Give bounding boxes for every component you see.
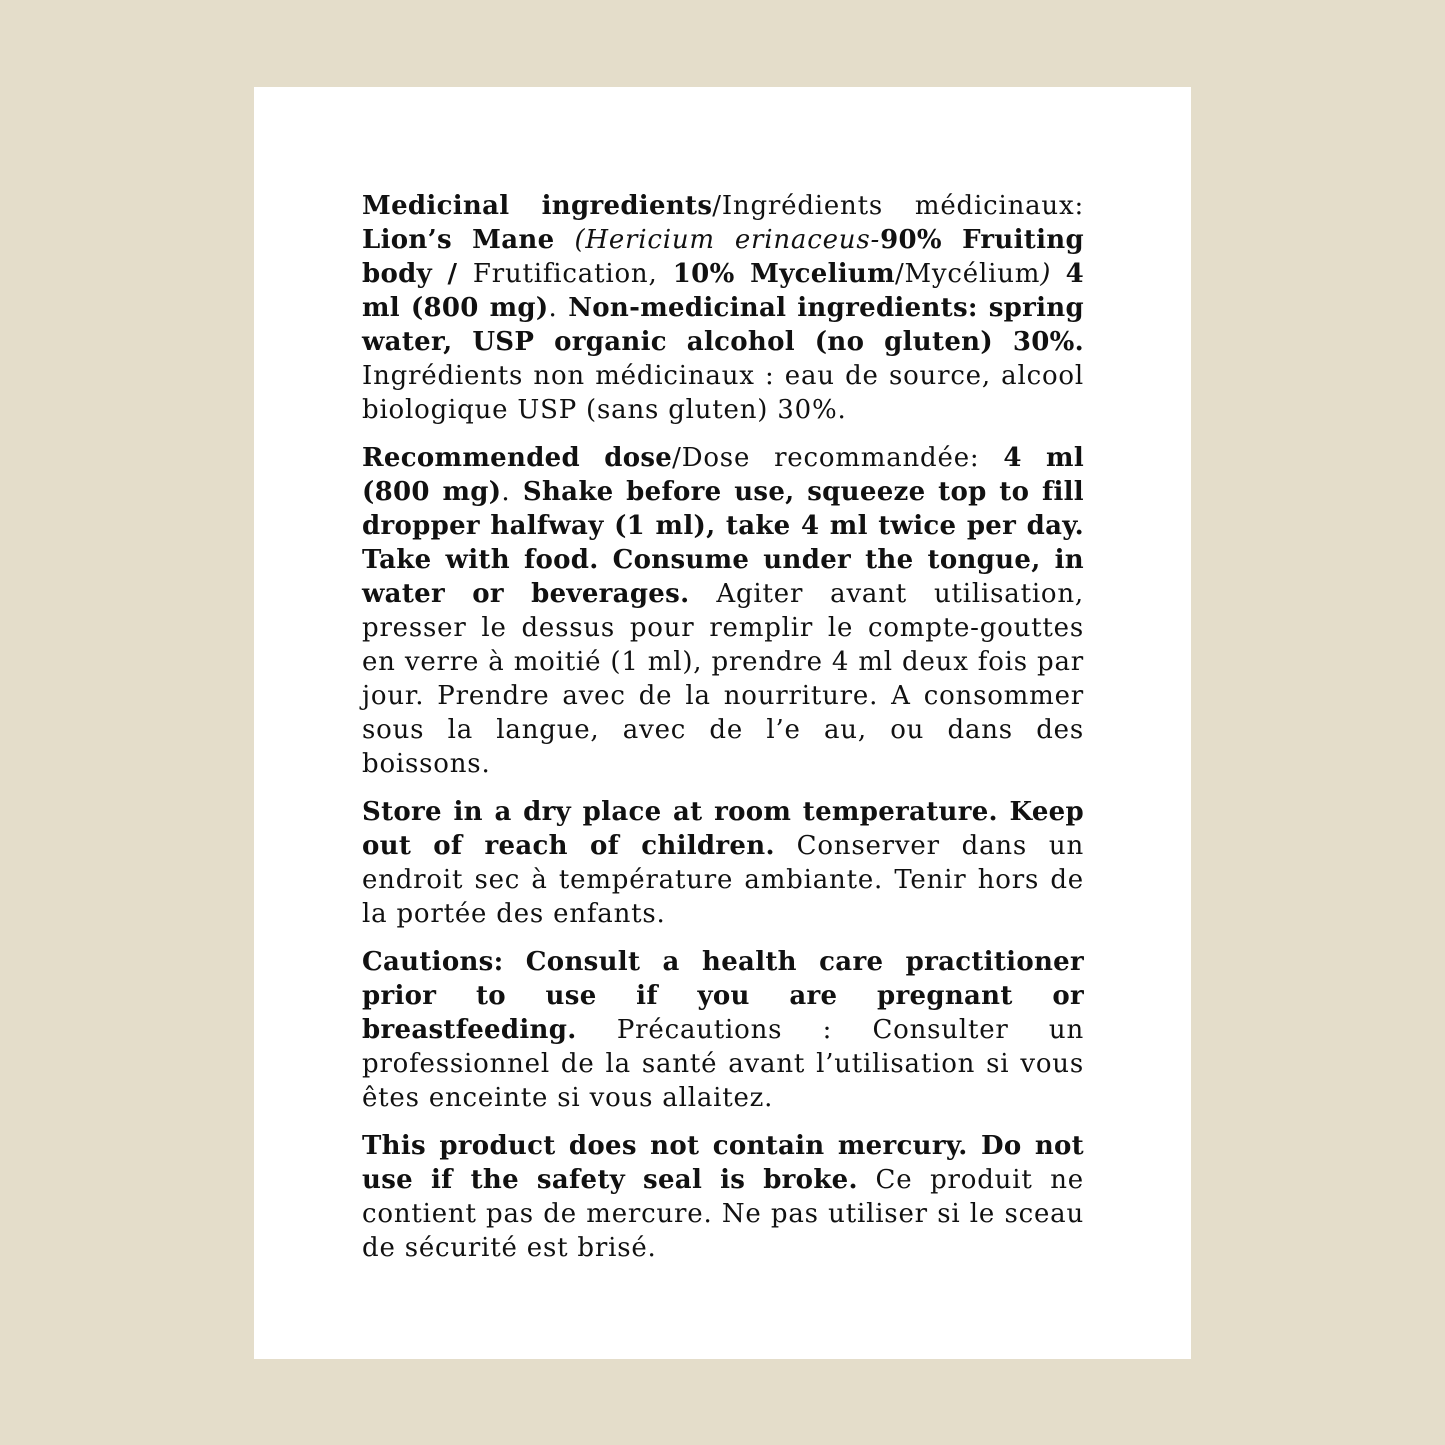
- product-name: Lion’s Mane: [362, 225, 555, 255]
- mycelium: 10% Mycelium: [672, 259, 895, 289]
- dose-instructions-fr: Agiter avant utilisation, presser le dessus pour remplir le compte-gouttes en verre à moitié (1 ml), prendre 4 ml deux fois par jour. Prendre avec de la nourriture. A consommer sous la langue, avec de l’e au, ou dans des boissons.: [362, 579, 1084, 779]
- ingredient-amount-sep: .: [548, 293, 569, 323]
- ingredients-heading-fr: /Ingrédients médicinaux:: [712, 191, 1085, 221]
- latin-close: ): [1040, 259, 1052, 289]
- non-medicinal-en: Non-medicinal ingredients: spring water, USP organic alcohol (no gluten) 30%.: [362, 293, 1084, 357]
- storage-paragraph: [362, 795, 1084, 931]
- dose-amount: 4 ml (800 mg): [362, 443, 1085, 507]
- label-card: [254, 87, 1191, 1359]
- storage-fr: Conserver dans un endroit sec à température ambiante. Tenir hors de la portée des enfants.: [362, 831, 1085, 929]
- fruiting-body-fr: Frutification,: [472, 259, 673, 289]
- cautions-fr: Précautions : Consulter un professionnel de la santé avant l’utilisation si vous êtes enceinte si vous allaitez.: [362, 1015, 1084, 1113]
- ingredient-amount: 4 ml (800 mg): [362, 259, 1085, 323]
- storage-en: Store in a dry place at room temperature. Keep out of reach of children.: [362, 797, 1084, 861]
- safety-en: This product does not contain mercury. Do not use if the safety seal is broke.: [362, 1131, 1084, 1195]
- latin-name: (Hericium erinaceus-: [554, 225, 881, 255]
- fruiting-body: 90% Fruiting body /: [362, 225, 1084, 289]
- dose-heading: Recommended dose: [362, 443, 673, 473]
- ingredients-paragraph: [362, 189, 1084, 427]
- dose-amount-sep: .: [501, 477, 523, 507]
- cautions-paragraph: [362, 945, 1084, 1115]
- non-medicinal-fr: Ingrédients non médicinaux : eau de source, alcool biologique USP (sans gluten) 30%.: [362, 361, 1084, 425]
- mycelium-fr: /Mycélium: [894, 259, 1041, 289]
- dose-heading-fr: /Dose recommandée:: [672, 443, 1004, 473]
- cautions-en: Cautions: Consult a health care practitioner prior to use if you are pregnant or breastfeeding.: [362, 947, 1084, 1045]
- dose-paragraph: [362, 441, 1084, 781]
- label-text: [362, 189, 1084, 1279]
- safety-fr: Ce produit ne contient pas de mercure. Ne pas utiliser si le sceau de sécurité est brisé.: [362, 1165, 1084, 1263]
- dose-instructions-en: Shake before use, squeeze top to fill dropper halfway (1 ml), take 4 ml twice per day. Take with food. Consume under the tongue, in water or beverages.: [362, 477, 1084, 609]
- safety-paragraph: [362, 1129, 1084, 1265]
- ingredients-heading: Medicinal ingredients: [362, 191, 713, 221]
